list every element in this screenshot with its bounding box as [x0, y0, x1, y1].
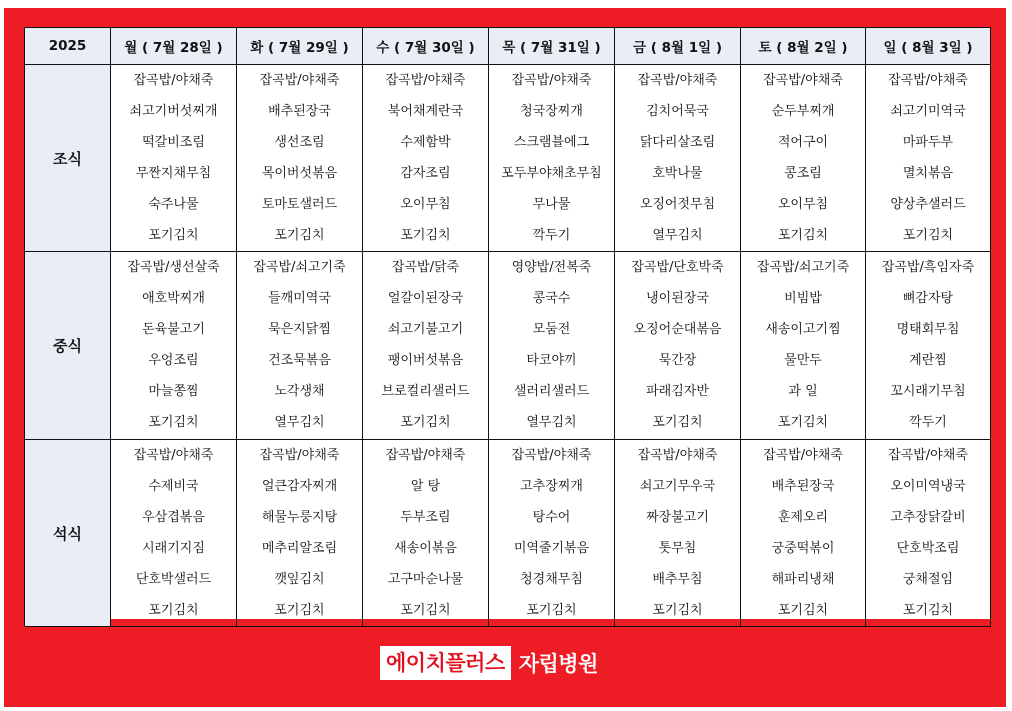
- menu-table-wrapper: [24, 27, 990, 619]
- menu-cell: [615, 440, 741, 627]
- menu-item: 과 일: [788, 384, 818, 399]
- menu-item: 알 탕: [410, 479, 441, 494]
- menu-item: 포기김치: [400, 228, 451, 243]
- menu-item: 잡곡밥/야채죽: [385, 73, 466, 88]
- menu-item: 감자조림: [400, 166, 451, 181]
- menu-item: 영양밥/전복죽: [511, 260, 592, 275]
- menu-item: 단호박샐러드: [135, 572, 212, 587]
- hospital-logo: [380, 645, 598, 681]
- menu-item: 닭다리살조림: [639, 135, 716, 150]
- menu-item: 팽이버섯볶음: [387, 353, 464, 368]
- menu-cell: [489, 440, 615, 627]
- day-header: 수 ( 7월 30일 ): [363, 28, 489, 65]
- menu-item: 잡곡밥/야채죽: [637, 448, 718, 463]
- menu-item: 깍두기: [909, 415, 947, 430]
- menu-item: 비빔밥: [784, 291, 822, 306]
- menu-item: 단호박조림: [896, 541, 960, 556]
- menu-cell: [489, 65, 615, 252]
- menu-item: 시래기지짐: [142, 541, 205, 556]
- menu-item: 잡곡밥/야채죽: [133, 448, 214, 463]
- menu-cell: [237, 252, 363, 440]
- menu-item: 멸치볶음: [902, 166, 954, 181]
- menu-item: 스크램블에그: [513, 135, 590, 150]
- meal-row: [25, 440, 991, 627]
- menu-item: 배추무침: [652, 572, 703, 587]
- menu-item: 뼈감자탕: [902, 291, 954, 306]
- day-header: 금 ( 8월 1일 ): [615, 28, 741, 65]
- menu-cell: [237, 440, 363, 627]
- menu-item: 오이무침: [400, 197, 451, 212]
- menu-cell: [866, 440, 991, 627]
- menu-item: 잡곡밥/단호박죽: [631, 260, 724, 275]
- menu-item: 열무김치: [274, 415, 325, 430]
- menu-item: 잡곡밥/야채죽: [385, 448, 466, 463]
- year-cell: 2025: [25, 28, 111, 65]
- table-header-row: [25, 28, 991, 65]
- meal-label: 조식: [25, 65, 111, 252]
- menu-item: 잡곡밥/야채죽: [763, 448, 843, 463]
- menu-item: 쇠고기미역국: [890, 104, 966, 119]
- menu-cell: [237, 65, 363, 252]
- menu-item: 잡곡밥/야채죽: [637, 73, 718, 88]
- menu-cell: [866, 65, 991, 252]
- menu-item: 적어구이: [777, 135, 829, 150]
- day-header: 일 ( 8월 3일 ): [866, 28, 991, 65]
- menu-item: 깻잎김치: [274, 572, 325, 587]
- menu-item: 수제함박: [400, 135, 451, 150]
- menu-item: 오징어순대볶음: [633, 322, 722, 337]
- menu-item: 잡곡밥/야채죽: [133, 73, 214, 88]
- meal-label: 중식: [25, 252, 111, 440]
- menu-item: 포기김치: [777, 415, 829, 430]
- menu-item: 훈제오리: [777, 510, 829, 525]
- menu-item: 호박나물: [652, 166, 703, 181]
- menu-item: 토마토샐러드: [261, 197, 338, 212]
- menu-item: 양상추샐러드: [890, 197, 966, 212]
- menu-item: 포기김치: [526, 603, 577, 618]
- menu-item: 계란찜: [909, 353, 947, 368]
- menu-item: 모둠전: [532, 322, 571, 337]
- menu-item: 포두부야채초무침: [501, 166, 602, 181]
- menu-cell: [615, 252, 741, 440]
- menu-cell: [363, 252, 489, 440]
- menu-item: 묵은지닭찜: [268, 322, 331, 337]
- menu-item: 잡곡밥/야채죽: [511, 73, 592, 88]
- menu-item: 무짠지채무침: [135, 166, 212, 181]
- menu-item: 잡곡밥/야채죽: [511, 448, 592, 463]
- menu-item: 해파리냉채: [771, 572, 835, 587]
- menu-item: 포기김치: [400, 603, 451, 618]
- menu-cell: [363, 440, 489, 627]
- menu-item: 돈육불고기: [142, 322, 205, 337]
- menu-item: 마파두부: [902, 135, 954, 150]
- menu-item: 순두부찌개: [771, 104, 835, 119]
- menu-item: 포기김치: [652, 415, 703, 430]
- menu-item: 콩조림: [784, 166, 822, 181]
- menu-cell: [363, 65, 489, 252]
- menu-cell: [489, 252, 615, 440]
- menu-item: 포기김치: [652, 603, 703, 618]
- page-frame: [4, 8, 1006, 707]
- menu-item: 브로컬리샐러드: [381, 384, 470, 399]
- menu-item: 새송이볶음: [394, 541, 457, 556]
- menu-item: 북어채계란국: [387, 104, 464, 119]
- day-header: 토 ( 8월 2일 ): [741, 28, 866, 65]
- menu-item: 잡곡밥/쇠고기죽: [756, 260, 850, 275]
- menu-cell: [615, 65, 741, 252]
- menu-item: 오징어젓무침: [639, 197, 716, 212]
- menu-item: 타코야끼: [526, 353, 577, 368]
- menu-item: 묵간장: [658, 353, 697, 368]
- menu-item: 포기김치: [902, 603, 954, 618]
- menu-item: 얼갈이된장국: [387, 291, 464, 306]
- menu-item: 무나물: [532, 197, 571, 212]
- day-header: 화 ( 7월 29일 ): [237, 28, 363, 65]
- menu-item: 쇠고기불고기: [387, 322, 464, 337]
- menu-item: 포기김치: [274, 228, 325, 243]
- menu-item: 애호박찌개: [142, 291, 205, 306]
- day-header: 월 ( 7월 28일 ): [111, 28, 237, 65]
- menu-item: 배추된장국: [771, 479, 835, 494]
- menu-item: 포기김치: [274, 603, 325, 618]
- menu-item: 목이버섯볶음: [261, 166, 338, 181]
- menu-cell: [866, 252, 991, 440]
- menu-item: 건조묵볶음: [268, 353, 331, 368]
- menu-item: 포기김치: [148, 603, 199, 618]
- menu-item: 명태회무침: [896, 322, 960, 337]
- logo-brand: 에이치플러스: [380, 646, 511, 680]
- menu-item: 포기김치: [148, 228, 199, 243]
- menu-cell: [111, 440, 237, 627]
- menu-item: 짜장불고기: [646, 510, 709, 525]
- menu-item: 궁중떡볶이: [771, 541, 835, 556]
- menu-item: 고추장찌개: [520, 479, 583, 494]
- menu-item: 우엉조림: [148, 353, 199, 368]
- menu-item: 포기김치: [777, 228, 829, 243]
- logo-name: 자립병원: [518, 652, 598, 676]
- menu-item: 얼큰감자찌개: [261, 479, 338, 494]
- menu-item: 들깨미역국: [268, 291, 331, 306]
- menu-item: 포기김치: [777, 603, 829, 618]
- menu-item: 잡곡밥/야채죽: [763, 73, 843, 88]
- menu-cell: [741, 440, 866, 627]
- menu-item: 오이미역냉국: [890, 479, 966, 494]
- menu-item: 잡곡밥/야채죽: [259, 448, 340, 463]
- meal-row: [25, 65, 991, 252]
- menu-item: 메추리알조림: [261, 541, 338, 556]
- menu-item: 톳무침: [658, 541, 697, 556]
- menu-item: 잡곡밥/야채죽: [259, 73, 340, 88]
- menu-item: 수제비국: [148, 479, 199, 494]
- day-header: 목 ( 7월 31일 ): [489, 28, 615, 65]
- menu-item: 노각생채: [274, 384, 325, 399]
- menu-item: 청국장찌개: [520, 104, 583, 119]
- menu-item: 두부조림: [400, 510, 451, 525]
- menu-item: 청경채무침: [520, 572, 583, 587]
- menu-item: 오이무침: [777, 197, 829, 212]
- menu-item: 떡갈비조림: [142, 135, 205, 150]
- menu-item: 깍두기: [532, 228, 571, 243]
- menu-item: 열무김치: [526, 415, 577, 430]
- menu-item: 물만두: [784, 353, 822, 368]
- menu-item: 우삼겹볶음: [142, 510, 205, 525]
- menu-item: 잡곡밥/쇠고기죽: [253, 260, 346, 275]
- menu-item: 포기김치: [400, 415, 451, 430]
- menu-cell: [111, 252, 237, 440]
- meal-row: [25, 252, 991, 440]
- menu-item: 마늘쫑찜: [148, 384, 199, 399]
- menu-item: 잡곡밥/흑임자죽: [881, 260, 975, 275]
- menu-item: 열무김치: [652, 228, 703, 243]
- menu-item: 샐러리샐러드: [513, 384, 590, 399]
- menu-item: 콩국수: [532, 291, 571, 306]
- menu-cell: [741, 252, 866, 440]
- menu-item: 냉이된장국: [646, 291, 709, 306]
- menu-item: 잡곡밥/야채죽: [888, 448, 968, 463]
- menu-item: 잡곡밥/야채죽: [888, 73, 968, 88]
- weekly-menu-table: [24, 27, 991, 627]
- menu-item: 파래김자반: [646, 384, 709, 399]
- menu-item: 탕수어: [532, 510, 571, 525]
- meal-label: 석식: [25, 440, 111, 627]
- menu-item: 잡곡밥/닭죽: [391, 260, 460, 275]
- menu-item: 생선조림: [274, 135, 325, 150]
- menu-cell: [111, 65, 237, 252]
- menu-item: 꼬시래기무침: [890, 384, 966, 399]
- menu-item: 미역줄기볶음: [513, 541, 590, 556]
- menu-item: 쇠고기버섯찌개: [129, 104, 218, 119]
- menu-item: 새송이고기찜: [765, 322, 841, 337]
- menu-item: 고추장닭갈비: [890, 510, 966, 525]
- menu-item: 포기김치: [148, 415, 199, 430]
- menu-item: 포기김치: [902, 228, 954, 243]
- menu-item: 김치어묵국: [646, 104, 709, 119]
- menu-item: 궁채절임: [902, 572, 954, 587]
- menu-cell: [741, 65, 866, 252]
- menu-item: 잡곡밥/생선살죽: [127, 260, 220, 275]
- menu-item: 해물누룽지탕: [261, 510, 338, 525]
- menu-item: 고구마순나물: [387, 572, 464, 587]
- menu-item: 쇠고기무우국: [639, 479, 716, 494]
- menu-item: 숙주나물: [148, 197, 199, 212]
- menu-item: 배추된장국: [268, 104, 331, 119]
